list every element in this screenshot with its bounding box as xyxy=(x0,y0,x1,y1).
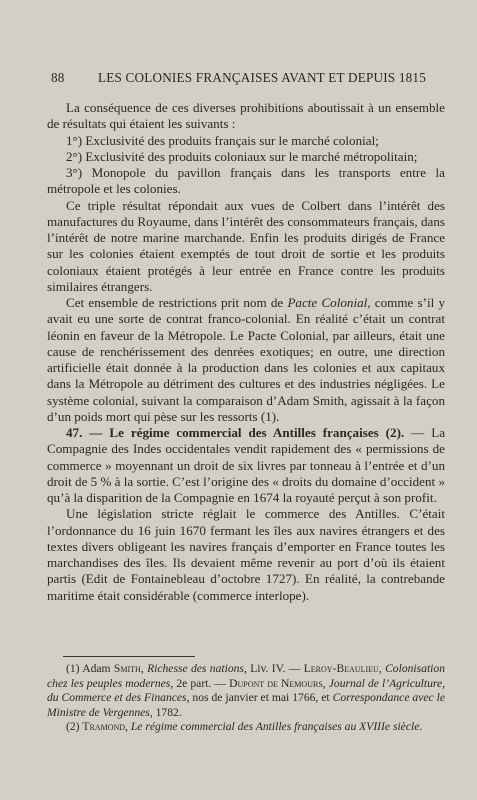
section-number: 47. xyxy=(66,425,83,440)
main-text xyxy=(47,100,445,604)
running-title: LES COLONIES FRANÇAISES AVANT ET DEPUIS 1815 xyxy=(97,70,427,85)
fn2-work: Le régime commercial des Antilles françaises au XVIIIe siècle xyxy=(130,720,420,734)
page-number: 88 xyxy=(51,70,65,85)
fn1-text-g: , nos de janvier et mai 1766, et xyxy=(186,691,333,705)
footnote-2 xyxy=(47,720,445,735)
fn1-author-dupont: Dupont de Nemours xyxy=(229,676,323,690)
fn1-text-c: , Liv. IV. — xyxy=(243,662,304,675)
fn1-work-2: Colonisation chez les peuples modernes xyxy=(47,662,445,690)
paragraph-legislation: Une législation stricte réglait le commerce des Antilles. C’était l’ordonnance du 16 juin 1670 fermant les îles aux navires étrangers et des textes divers obligeant les navires français d’emporter en France toutes les marchandises des îles. Ils devaient même revenir au port d’où ils étaient partis (Edit de Fontainebleau d’octobre 1727). En réalité, la contrebande maritime était considérable (commerce interlope). xyxy=(47,506,445,603)
paragraph-pacte-colonial xyxy=(47,295,445,425)
fn1-text-a: (1) Adam xyxy=(66,662,114,675)
footnotes xyxy=(47,662,445,735)
list-item-3: 3°) Monopole du pavillon français dans les transports entre la métropole et les colonies. xyxy=(47,165,445,197)
fn2-author-tramond: Tramond xyxy=(82,720,126,734)
fn1-work-4: Correspondance avec le Ministre de Vergennes xyxy=(47,691,445,719)
fn2-text-b: , xyxy=(125,720,131,734)
fn1-work-1: Richesse des nations xyxy=(147,662,244,675)
paragraph-colbert: Ce triple résultat répondait aux vues de Colbert dans l’intérêt des manufactures du Royaume, dans l’intérêt des consommateurs français, dans l’intérêt de notre marine marchande. Enfin les produits dirigés de France sur les colonies étaient exemptés de tout droit de sortie et les produits coloniaux étaient protégés à leur entrée en France contre les produits similaires étrangers. xyxy=(47,197,445,294)
paragraph-consequence: La conséquence de ces diverses prohibitions aboutissait à un ensemble de résultats qui étaient les suivants : xyxy=(47,100,445,132)
fn1-text-f: , xyxy=(322,676,329,690)
fn1-author-smith: Smith xyxy=(113,662,141,675)
list-item-1: 1°) Exclusivité des produits français sur le marché colonial; xyxy=(66,132,379,148)
fn1-work-3: Journal de l’Agriculture, du Commerce et des Finances xyxy=(47,676,446,705)
pacte-colonial-term: Pacte Colonial xyxy=(287,295,368,310)
fn1-text-e: , 2e part. — xyxy=(170,676,230,690)
list-item-2: 2°) Exclusivité des produits coloniaux sur le marché métropolitain; xyxy=(66,148,418,164)
running-header xyxy=(51,70,437,86)
fn1-text-d: , xyxy=(378,662,386,675)
fn1-author-leroy: Leroy-Beaulieu xyxy=(303,662,379,675)
fn2-text-a: (2) xyxy=(66,720,83,734)
section-title: — Le régime commercial des Antilles françaises (2). xyxy=(89,425,405,440)
fn1-text-b: , xyxy=(140,662,148,675)
section-47-body: — La Compagnie des Indes occidentales vendit rapidement des « permissions de commerce » moyennant un droit de six livres par tonneau à l’entrée et d’un droit de 5 % à la sortie. C’est l’origine des « droits du domaine d’occident » qu’à la disparition de la Compagnie en 1674 la royauté perçut à son profit. xyxy=(47,425,446,505)
pacte-text-b: , comme s’il y avait eu une sorte de contrat franco-colonial. En réalité c’était un contrat léonin en faveur de la Métropole. Le Pacte Colonial, par ailleurs, était une cause de renchérissement des denrées exotiques; en outre, une direction artificielle était donnée à la production dans les colonies et aux capitaux dans la Métropole au détriment des cultures et des industries négligées. Le système colonial, suivant la comparaison d’Adam Smith, agissait à la façon d’un poids mort qui pèse sur les ressorts (1). xyxy=(47,295,446,424)
pacte-text-a: Cet ensemble de restrictions prit nom de xyxy=(66,295,288,310)
footnote-divider xyxy=(63,656,195,657)
fn2-text-c: . xyxy=(419,720,423,734)
fn1-text-h: , 1782. xyxy=(149,705,182,719)
footnote-1 xyxy=(47,662,445,720)
section-47 xyxy=(47,425,445,506)
